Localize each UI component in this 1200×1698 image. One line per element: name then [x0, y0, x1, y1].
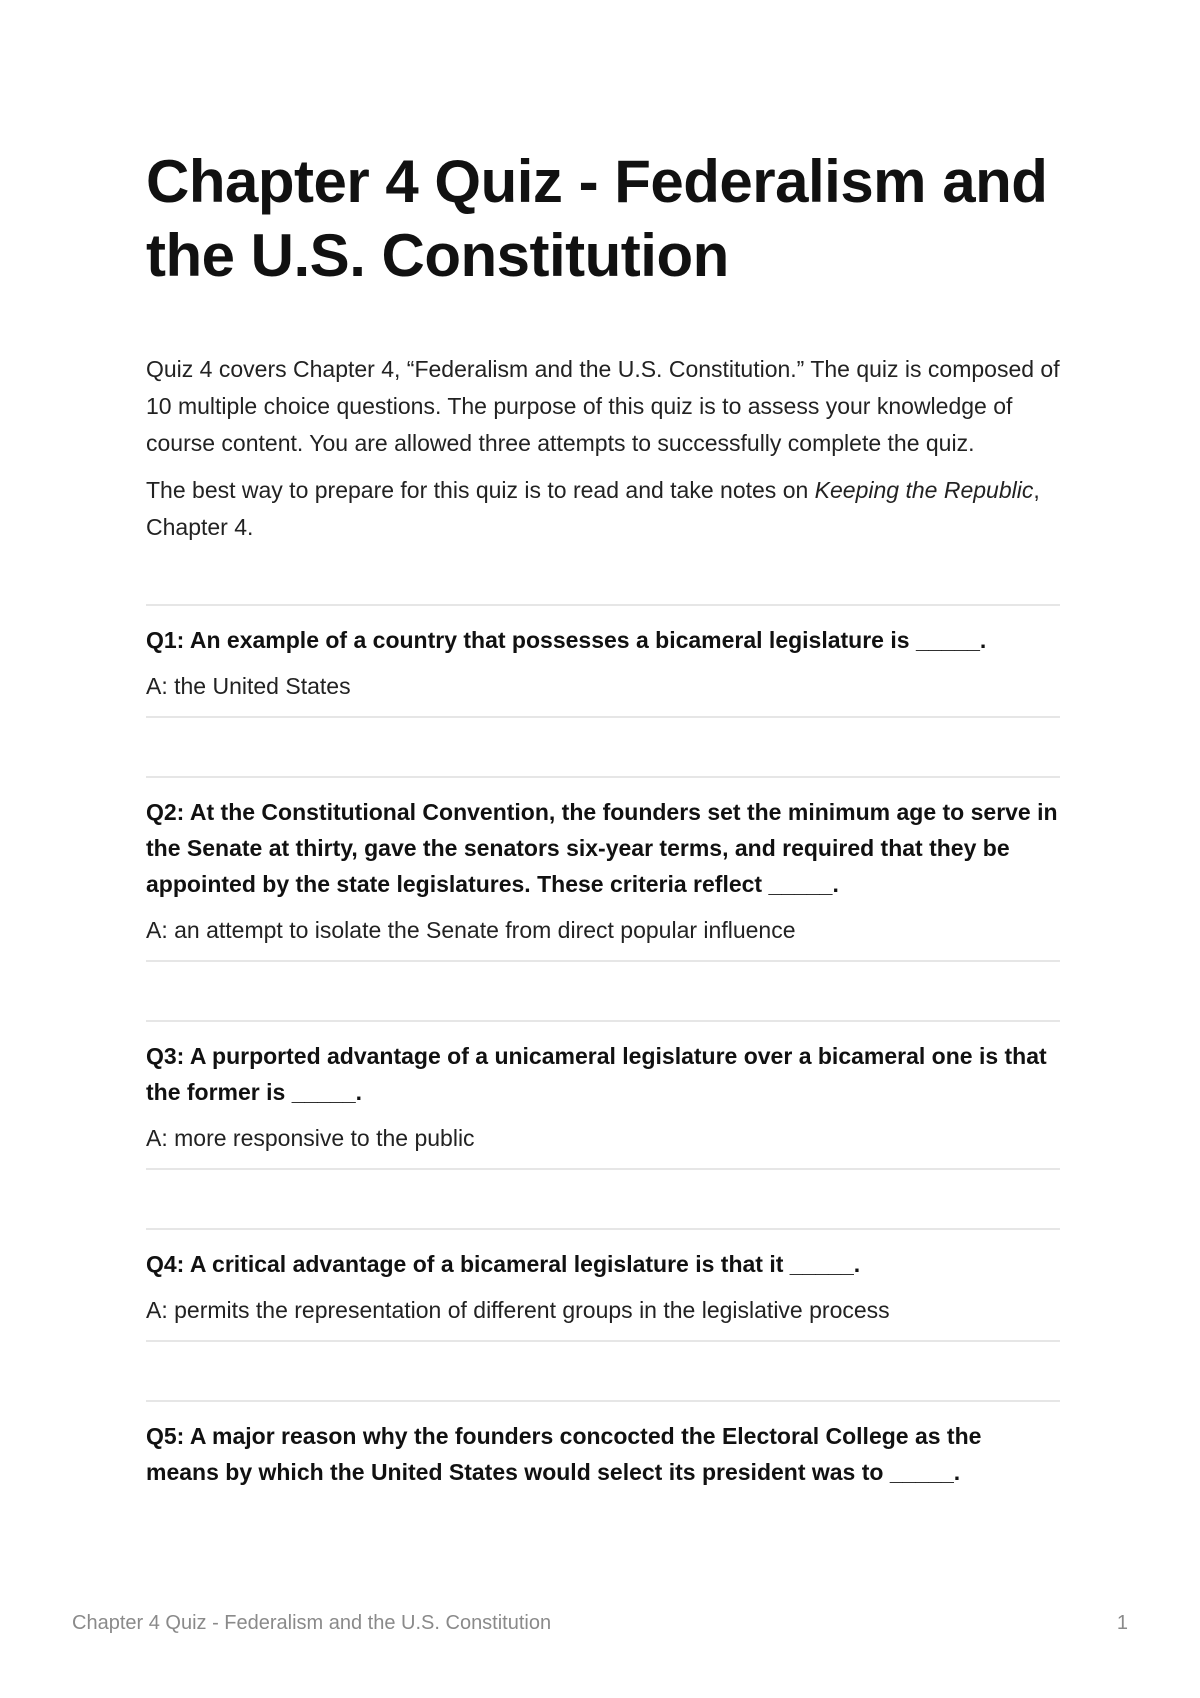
intro-text	[146, 351, 1060, 546]
qa-block-3	[146, 1020, 1060, 1170]
document-page	[146, 145, 1060, 1490]
question-text: Q3: A purported advantage of a unicameral legislature over a bicameral one is that the former is _____.	[146, 1043, 1047, 1105]
answer-text: A: permits the representation of different groups in the legislative process	[146, 1297, 890, 1323]
question-text: Q1: An example of a country that possesses a bicameral legislature is _____.	[146, 627, 987, 653]
qa-block-4	[146, 1228, 1060, 1342]
answer-text: A: more responsive to the public	[146, 1125, 475, 1151]
footer-title: Chapter 4 Quiz - Federalism and the U.S. Constitution	[72, 1612, 552, 1634]
page-number: 1	[1116, 1612, 1128, 1634]
qa-block-5	[146, 1400, 1060, 1490]
intro-suffix: , Chapter 4.	[146, 477, 1040, 540]
question-text: Q2: At the Constitutional Convention, the founders set the minimum age to serve in the Senate at thirty, gave the senators six-year terms, and required that they be appointed by the state legislatures. These criteria reflect _____.	[146, 799, 1058, 897]
intro-prefix: The best way to prepare for this quiz is to read and take notes on	[146, 477, 815, 503]
intro-paragraph: Quiz 4 covers Chapter 4, “Federalism and the U.S. Constitution.” The quiz is composed of 10 multiple choice questions. The purpose of this quiz is to assess your knowledge of course content. You are allowed three attempts to successfully complete the quiz.	[146, 356, 1060, 456]
question-text: Q4: A critical advantage of a bicameral legislature is that it _____.	[146, 1251, 861, 1277]
intro-paragraph	[146, 472, 1060, 546]
page-title: Chapter 4 Quiz - Federalism and the U.S. Constitution	[146, 148, 1048, 289]
answer-text: A: the United States	[146, 673, 351, 699]
qa-block-1	[146, 604, 1060, 718]
answer-text: A: an attempt to isolate the Senate from direct popular influence	[146, 917, 796, 943]
qa-block-2	[146, 776, 1060, 962]
book-title: Keeping the Republic	[814, 477, 1034, 503]
question-text: Q5: A major reason why the founders concocted the Electoral College as the means by which the United States would select its president was to _____.	[146, 1423, 982, 1485]
page-footer	[72, 1612, 1128, 1635]
